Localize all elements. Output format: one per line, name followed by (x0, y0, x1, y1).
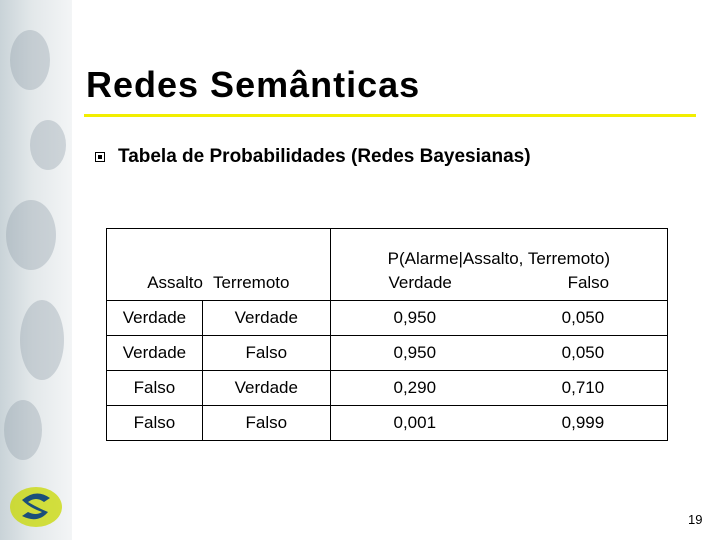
square-bullet-icon (95, 152, 105, 162)
cell-p-verdade: 0,290 (393, 378, 437, 397)
page-number: 19 (688, 512, 703, 527)
cell-probabilities (330, 371, 667, 406)
cell-probabilities (330, 336, 667, 371)
cell-assalto: Verdade (107, 336, 203, 371)
cell-p-falso: 0,050 (561, 343, 605, 362)
probability-table (106, 228, 668, 441)
table-row (107, 336, 668, 371)
decorative-side-strip (0, 0, 72, 540)
bullet-text: Tabela de Probabilidades (Redes Bayesianas) (118, 146, 531, 167)
cell-assalto: Falso (107, 371, 203, 406)
cell-p-falso: 0,050 (561, 308, 605, 327)
cell-p-falso: 0,999 (561, 413, 605, 432)
cell-terremoto: Falso (202, 336, 330, 371)
table-row (107, 371, 668, 406)
probability-subheader-falso: Falso (567, 273, 610, 292)
cell-terremoto: Falso (202, 406, 330, 441)
cell-p-falso: 0,710 (561, 378, 605, 397)
logo-icon (8, 482, 64, 532)
probability-header: P(Alarme|Assalto, Terremoto) (387, 249, 611, 268)
column-header-assalto: Assalto (147, 273, 203, 292)
probability-header-cell (330, 229, 667, 301)
probability-subheader-verdade: Verdade (388, 273, 452, 292)
title-underline (84, 114, 696, 117)
cell-p-verdade: 0,950 (393, 308, 437, 327)
slide-title: Redes Semânticas (86, 64, 421, 105)
cell-probabilities (330, 301, 667, 336)
cell-assalto: Verdade (107, 301, 203, 336)
cell-terremoto: Verdade (202, 371, 330, 406)
table-row (107, 406, 668, 441)
cell-terremoto: Verdade (202, 301, 330, 336)
cell-probabilities (330, 406, 667, 441)
condition-header-cell (107, 229, 331, 301)
cell-p-verdade: 0,950 (393, 343, 437, 362)
table-header-row (107, 229, 668, 301)
table-row (107, 301, 668, 336)
column-header-terremoto: Terremoto (212, 273, 290, 292)
cell-p-verdade: 0,001 (393, 413, 437, 432)
cell-assalto: Falso (107, 406, 203, 441)
